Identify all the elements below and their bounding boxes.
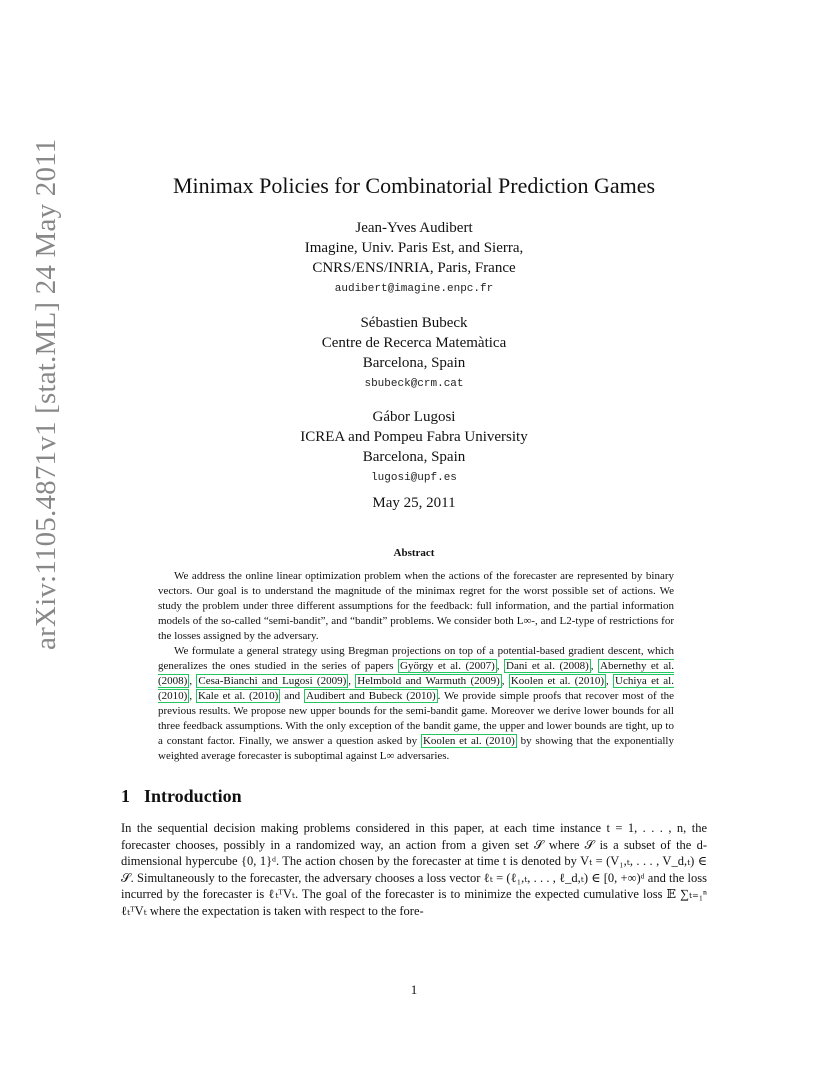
author-block-3: [0, 407, 828, 484]
citation-link[interactable]: György et al. (2007): [400, 660, 495, 672]
paper-title: Minimax Policies for Combinatorial Prediction Games: [172, 173, 656, 198]
abstract-heading: Abstract: [393, 547, 435, 559]
abstract-text: We formulate a general strategy using Bregman projections on top of a potential-based gradient descent, which generalizes the ones studied in the series of papers: [158, 645, 674, 672]
author-affiliation: Barcelona, Spain: [362, 355, 466, 371]
author-block-2: [0, 313, 828, 390]
citation-link[interactable]: Koolen et al. (2010): [510, 675, 604, 687]
author-affiliation: CNRS/ENS/INRIA, Paris, France: [312, 260, 516, 276]
intro-paragraph: In the sequential decision making problems considered in this paper, at each time instance t = 1, . . . , n, the forecaster chooses, possibly in a randomized way, an action from a given set 𝒮 where 𝒮 is a subset of the d-dimensional hypercube {0, 1}ᵈ. The action chosen by the forecaster at time t is denoted by Vₜ = (V₁,ₜ, . . . , V_d,ₜ) ∈ 𝒮. Simultaneously to the forecaster, the adversary chooses a loss vector ℓₜ = (ℓ₁,ₜ, . . . , ℓ_d,ₜ) ∈ [0, +∞)ᵈ and the loss incurred by the forecaster is ℓₜᵀVₜ. The goal of the forecaster is to minimize the expected cumulative loss 𝔼 ∑ₜ₌₁ⁿ ℓₜᵀVₜ where the expectation is taken with respect to the fore-: [121, 821, 707, 918]
section-heading: [121, 786, 242, 807]
paper-date: May 25, 2011: [372, 495, 456, 511]
citation-link[interactable]: Kale et al. (2010): [197, 690, 279, 702]
author-affiliation: Imagine, Univ. Paris Est, and Sierra,: [304, 240, 524, 256]
abstract-paragraph-1: We address the online linear optimization problem when the actions of the forecaster are represented by binary vectors. Our goal is to understand the magnitude of the minimax regret for the worst possible set of actions. We study the problem under three different assumptions for the feedback: full information, and the partial information models of the so-called “semi-bandit”, and “bandit” problems. We consider both L∞-, and L2-type of restrictions for the losses assigned by the adversary.: [158, 570, 674, 642]
abstract-body: [158, 569, 674, 764]
citation-link[interactable]: Dani et al. (2008): [506, 660, 589, 672]
author-email: audibert@imagine.enpc.fr: [334, 283, 494, 295]
page-number: 1: [410, 982, 418, 997]
citation-link[interactable]: Cesa-Bianchi and Lugosi (2009): [198, 675, 347, 687]
section-number: 1: [121, 786, 130, 806]
abstract-text: . We provide simple proofs that recover most of the previous results. We propose new upper bounds for the semi-bandit game. Moreover we derive lower bounds for all three feedback assumptions. With the only exception of the bandit game, the upper and lower bounds are tight, up to a constant factor. Finally, we answer a question asked by: [158, 690, 675, 747]
citation-link[interactable]: Audibert and Bubeck (2010): [306, 690, 436, 702]
arxiv-identifier-stamp: arXiv:1105.4871v1 [stat.ML] 24 May 2011: [30, 138, 62, 650]
citation-link[interactable]: Abernethy et al. (2008): [158, 660, 675, 687]
section-title: Introduction: [144, 786, 242, 806]
author-email: sbubeck@crm.cat: [364, 378, 464, 390]
citation-link[interactable]: Koolen et al. (2010): [422, 735, 515, 747]
abstract-text: by showing that the exponentially weighted average forecaster is suboptimal against L∞ adversaries.: [158, 735, 674, 762]
author-affiliation: Centre de Recerca Matemàtica: [321, 335, 507, 351]
author-affiliation: Barcelona, Spain: [362, 449, 466, 465]
author-email: lugosi@upf.es: [371, 472, 457, 484]
abstract-text: and: [284, 690, 301, 702]
author-name: Sébastien Bubeck: [360, 315, 468, 331]
introduction-body: [121, 820, 707, 919]
author-block-1: [0, 218, 828, 295]
author-name: Jean-Yves Audibert: [355, 220, 473, 236]
citation-link[interactable]: Helmbold and Warmuth (2009): [357, 675, 500, 687]
author-affiliation: ICREA and Pompeu Fabra University: [300, 429, 528, 445]
author-name: Gábor Lugosi: [372, 409, 456, 425]
citation-link[interactable]: Uchiya et al. (2010): [158, 675, 674, 702]
abstract-paragraph-2: We formulate a general strategy using Bregman projections on top of a potential-based gradient descent, which generalizes the ones studied in the series of papers György et al. (2007) , Dani et al. (2008) , Abernethy et al. (2008) , Cesa-Bianchi and Lugosi (2009) , Helmbold and Warmuth (2009) , Koolen et al. (2010) , Uchiya et al. (2010) , Kale et al. (2010) and Audibert and Bubeck (2010) . We provide simple proofs that recover most of the previous results. We propose new upper bounds for the semi-bandit game. Moreover we derive lower bounds for all three feedback assumptions. With the only exception of the bandit game, the upper and lower bounds are tight, up to a constant factor. Finally, we answer a question asked by Koolen et al. (2010) by showing that the exponentially weighted average forecaster is suboptimal against L∞ adversaries.: [158, 645, 675, 762]
